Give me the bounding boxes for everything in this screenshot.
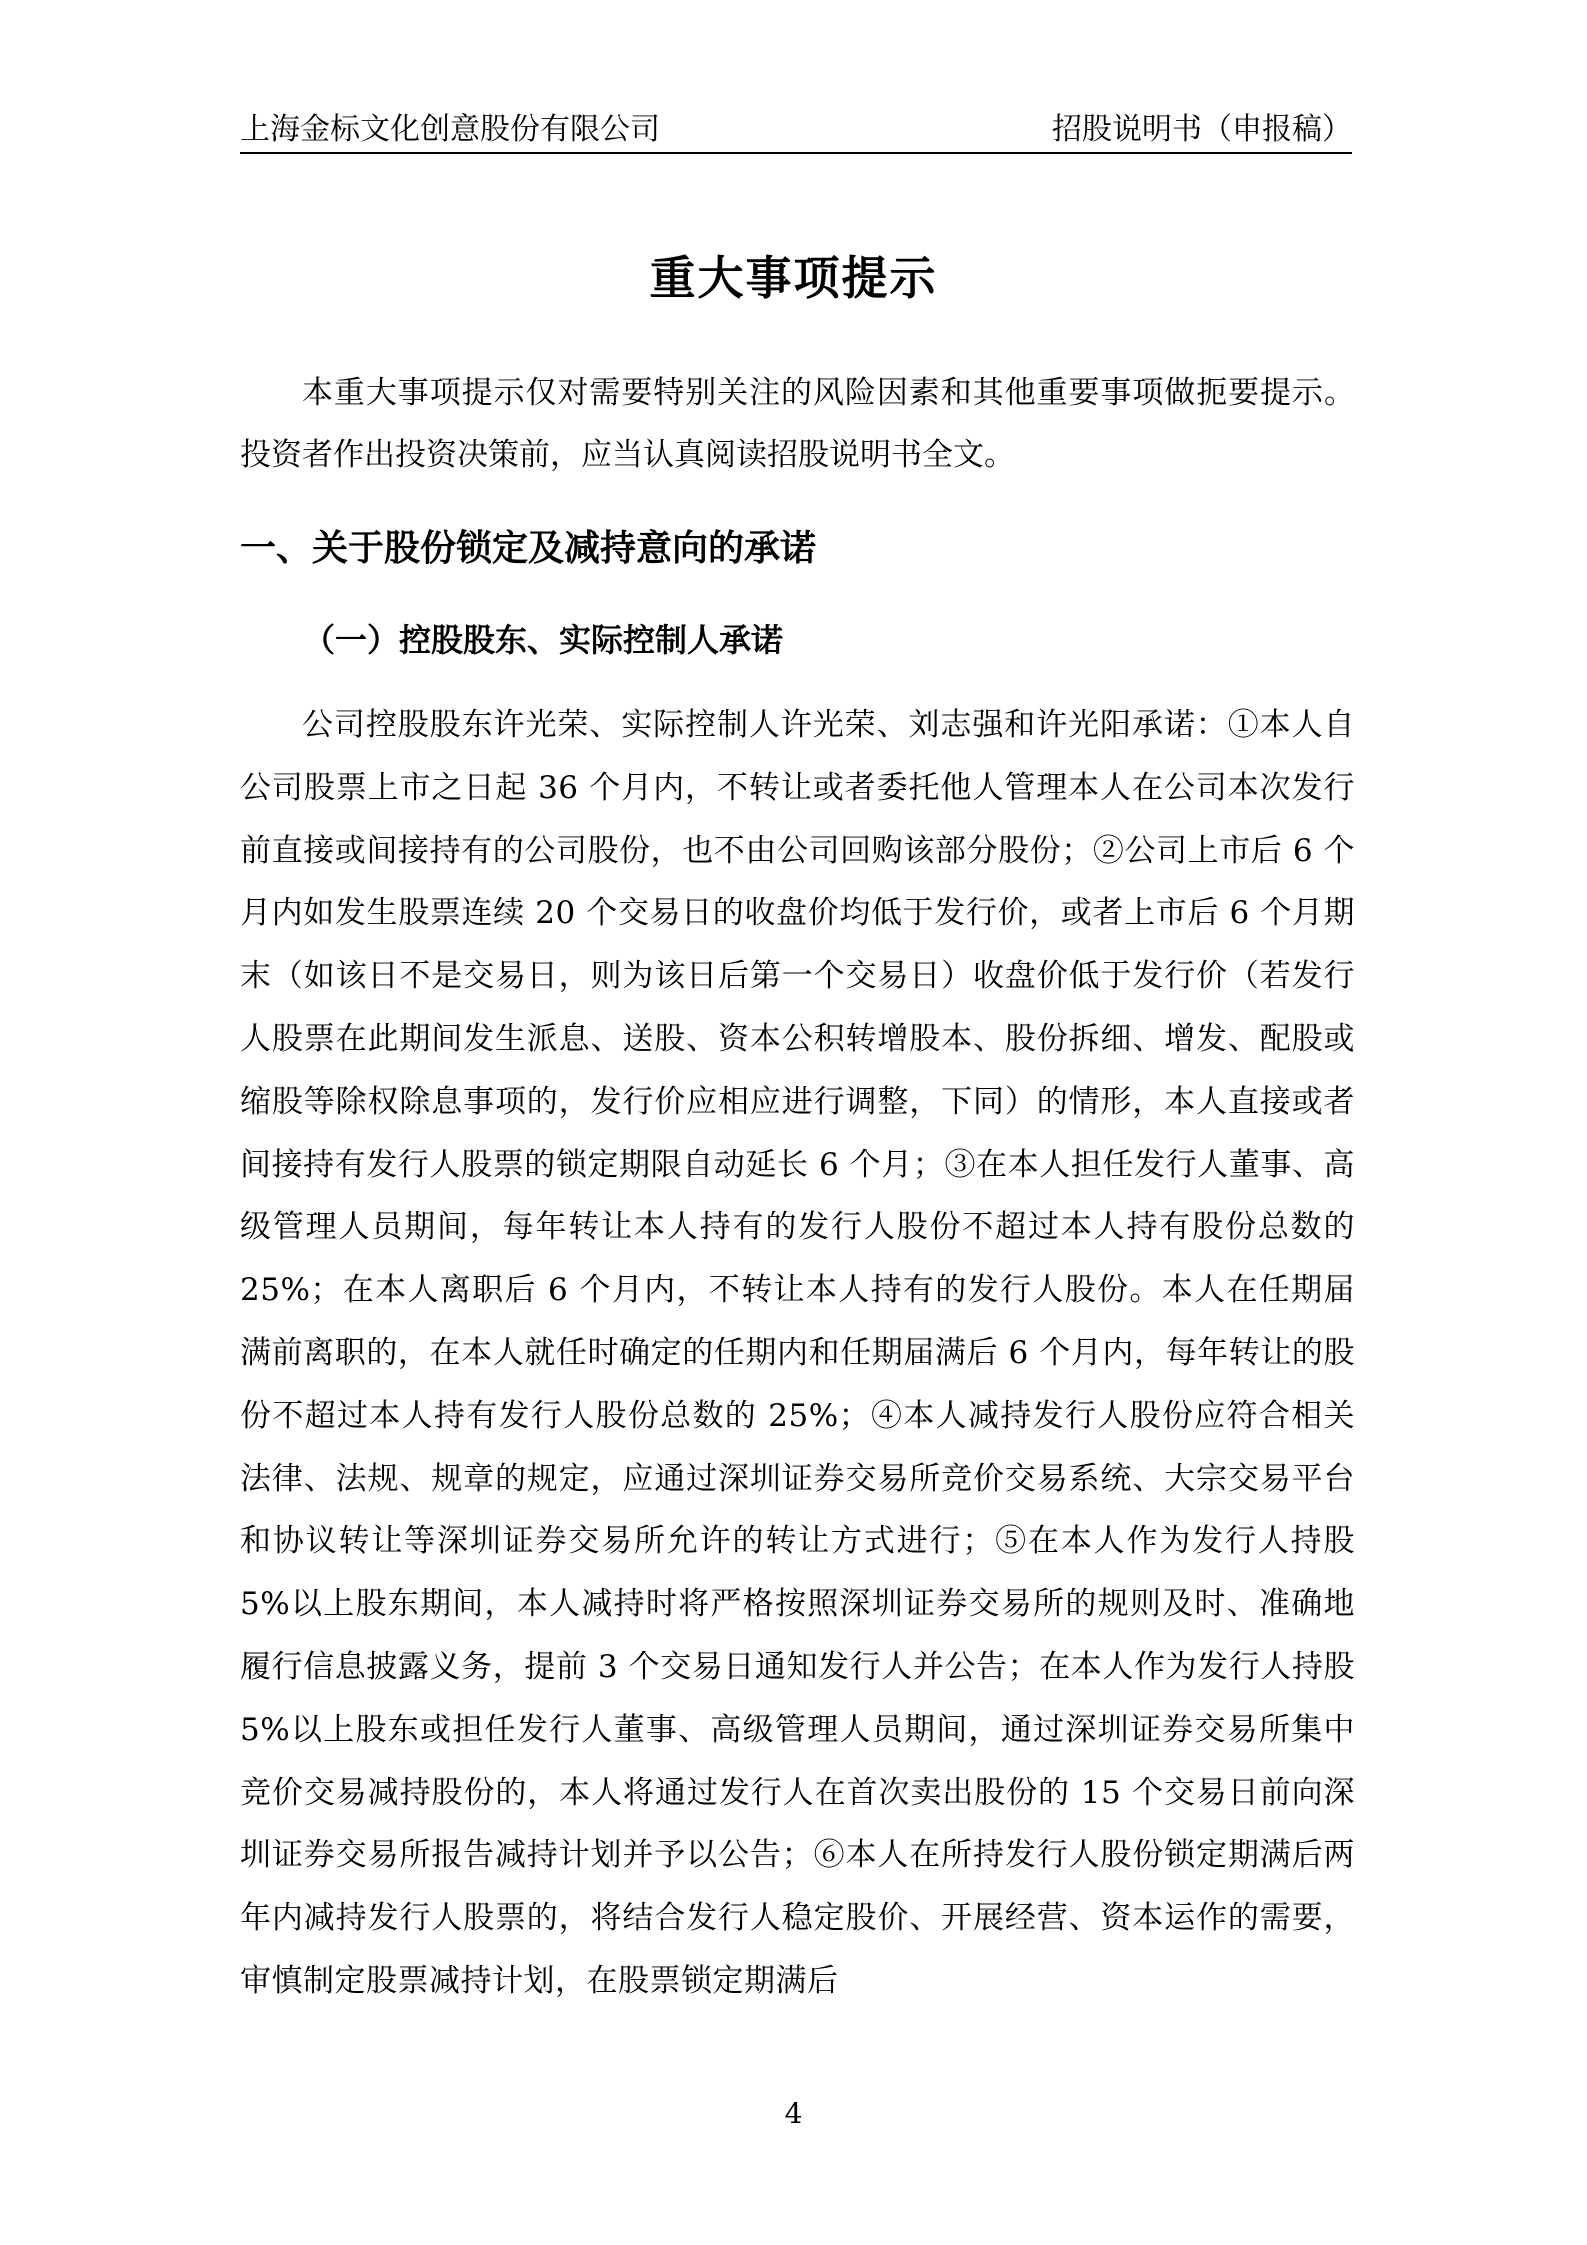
- header-company-name: 上海金标文化创意股份有限公司: [240, 112, 660, 147]
- page-title: 重大事项提示: [649, 251, 938, 305]
- page-number: 4: [784, 2097, 803, 2130]
- body-paragraph: 公司控股股东许光荣、实际控制人许光荣、刘志强和许光阳承诺：①本人自公司股票上市之日起 36 个月内，不转让或者委托他人管理本人在公司本次发行前直接或间接持有的公司股份，也不由公司回购该部分股份；②公司上市后 6 个月内如发生股票连续 20 个交易日的收盘价均低于发行价，或者上市后 6 个月期末（如该日不是交易日，则为该日后第一个交易日）收盘价低于发行价（若发行人股票在此期间发生派息、送股、资本公积转增股本、股份拆细、增发、配股或缩股等除权除息事项的，发行价应相应进行调整，下同）的情形，本人直接或者间接持有发行人股票的锁定期限自动延长 6 个月；③在本人担任发行人董事、高级管理人员期间，每年转让本人持有的发行人股份不超过本人持有股份总数的 25%；在本人离职后 6 个月内，不转让本人持有的发行人股份。本人在任期届满前离职的，在本人就任时确定的任期内和任期届满后 6 个月内，每年转让的股份不超过本人持有发行人股份总数的 25%；④本人减持发行人股份应符合相关法律、法规、规章的规定，应通过深圳证券交易所竞价交易系统、大宗交易平台和协议转让等深圳证券交易所允许的转让方式进行；⑤在本人作为发行人持股 5%以上股东期间，本人减持时将严格按照深圳证券交易所的规则及时、准确地履行信息披露义务，提前 3 个交易日通知发行人并公告；在本人作为发行人持股 5%以上股东或担任发行人董事、高级管理人员期间，通过深圳证券交易所集中竞价交易减持股份的，本人将通过发行人在首次卖出股份的 15 个交易日前向深圳证券交易所报告减持计划并予以公告；⑥本人在所持发行人股份锁定期满后两年内减持发行人股票的，将结合发行人稳定股价、开展经营、资本运作的需要，审慎制定股票减持计划，在股票锁定期满后: [240, 707, 1355, 1999]
- section-heading: 一、关于股份锁定及减持意向的承诺: [240, 527, 817, 569]
- header-divider: [240, 152, 1352, 154]
- intro-paragraph: 本重大事项提示仅对需要特别关注的风险因素和其他重要事项做扼要提示。投资者作出投资决策前，应当认真阅读招股说明书全文。: [240, 375, 1355, 473]
- header-document-type: 招股说明书（申报稿）: [1052, 112, 1352, 147]
- subsection-heading: （一）控股股东、实际控制人承诺: [303, 621, 784, 659]
